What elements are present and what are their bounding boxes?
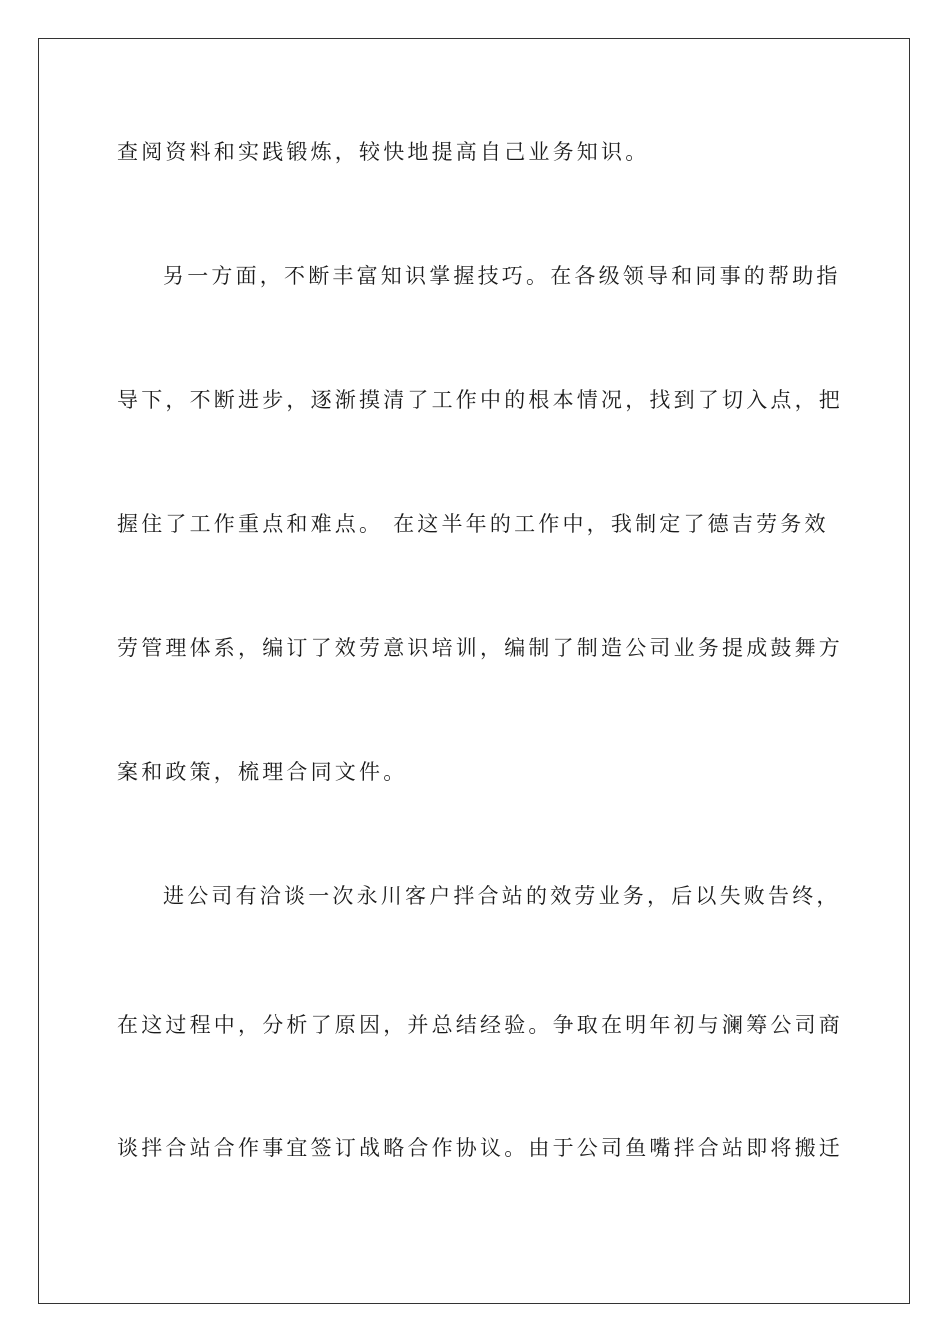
text-line: 谈拌合站合作事宜签订战略合作协议。由于公司鱼嘴拌合站即将搬迁 [117,1136,843,1160]
text-line: 在这过程中，分析了原因，并总结经验。争取在明年初与澜筹公司商 [117,1013,843,1037]
text-line: 案和政策，梳理合同文件。 [117,760,408,784]
page-border [38,38,910,1304]
text-line: 握住了工作重点和难点。 在这半年的工作中，我制定了德吉劳务效 [117,512,829,536]
text-line: 查阅资料和实践锻炼，较快地提高自己业务知识。 [117,140,650,164]
text-line: 劳管理体系，编订了效劳意识培训，编制了制造公司业务提成鼓舞方 [117,636,843,660]
text-line: 导下，不断进步，逐渐摸清了工作中的根本情况，找到了切入点，把 [117,388,843,412]
paragraph-start-line: 进公司有洽谈一次永川客户拌合站的效劳业务，后以失败告终， [163,884,841,908]
paragraph-start-line: 另一方面，不断丰富知识掌握技巧。在各级领导和同事的帮助指 [163,264,841,288]
